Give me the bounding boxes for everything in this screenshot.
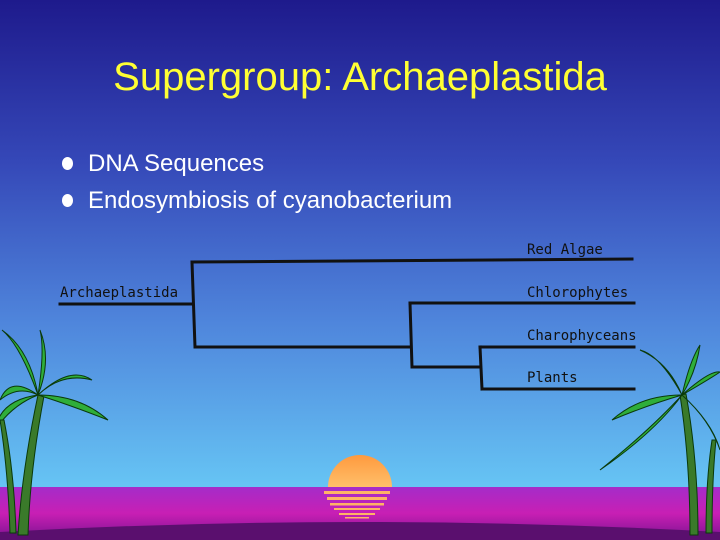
bullet-icon — [62, 194, 73, 207]
bullet-text: Endosymbiosis of cyanobacterium — [88, 187, 453, 214]
bullet-item — [62, 145, 452, 182]
slide-title: Supergroup: Archaeplastida — [113, 55, 607, 99]
tree-leaf-label: Red Algae — [527, 242, 603, 258]
tree-leaf-label: Chlorophytes — [527, 285, 629, 301]
bullet-icon — [62, 157, 73, 170]
tree-leaf-label: Plants — [527, 370, 578, 386]
tree-leaf-label: Charophyceans — [527, 328, 637, 344]
inner-node-vertical — [410, 303, 412, 367]
branch-red-algae — [192, 259, 632, 262]
bullet-list — [62, 145, 452, 219]
root-node-vertical — [192, 262, 195, 347]
innermost-node-vertical — [480, 347, 482, 389]
bullet-item — [62, 182, 452, 219]
tree-root-label: Archaeplastida — [60, 285, 179, 301]
bullet-text: DNA Sequences — [88, 150, 265, 177]
